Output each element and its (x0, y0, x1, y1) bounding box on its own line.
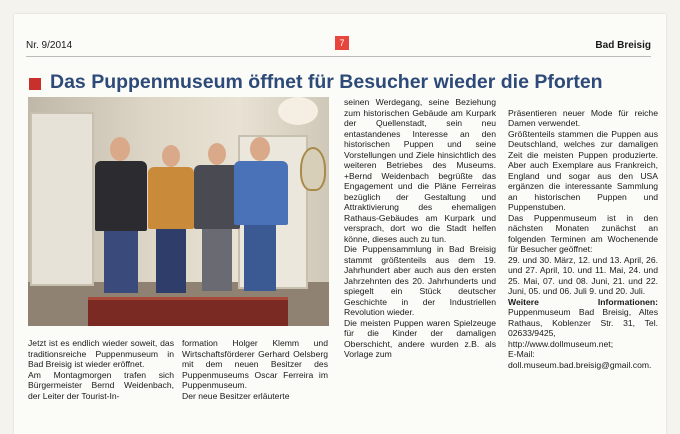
issue-number: Nr. 9/2014 (26, 40, 73, 51)
article-column-4 (508, 97, 658, 370)
info-label: Weitere Informationen: (508, 296, 658, 307)
article-photo (28, 97, 329, 326)
page-number-badge: 7 (335, 36, 349, 50)
photo-doll-cabinet-left (30, 112, 94, 286)
article-column-4-body: Präsentieren neuer Mode für reiche Damen verwendet. Größtenteils stammen die Puppen aus Deutschland, welches zur damaligen Zeit die meisten Puppen produzierte. Aber auch Exemplare aus Frankreich, England und sogar aus den USA ergänzen die interessante Sammlung an historischen Puppen und Puppenstuben. Das Puppenmuseum ist in den nächsten Monaten zunächst an folgenden Terminen am Wochenende für Besucher geöffnet: 29. und 30. März, 12. und 13. April, 26. und 27. April, 10. und 11. Mai, 24. und 25. Mai, 07. und 08. Juni, 21. und 22. Juni, 05. und 06. Juli 9. und 20. Juli. (508, 107, 658, 296)
town-name: Bad Breisig (595, 40, 651, 51)
article-column-2: formation Holger Klemm und Wirtschaftsförderer Gerhard Oelsberg mit dem neuen Besitzer des Puppenmuseums Oscar Ferreira im Puppenmuseum. Der neue Besitzer erläuterte (182, 338, 328, 401)
headline-square-icon (29, 78, 41, 90)
photo-ceiling-lamp (278, 97, 318, 125)
article-column-4-contact: Puppenmuseum Bad Breisig, Altes Rathaus, Koblenzer Str. 31, Tel. 02633/9425, http://www.dollmuseum.net; E-Mail: doll.museum.bad.breisig@gmail.com. (508, 307, 658, 370)
article-column-1: Jetzt ist es endlich wieder soweit, das traditionsreiche Puppenmuseum in Bad Breisig ist wieder eröffnet. Am Montagmorgen trafen sich Bürgermeister Bernd Weidenbach, der Leiter der Tourist-In- (28, 338, 174, 401)
photo-mirror (300, 147, 326, 191)
photo-rug (88, 297, 288, 326)
article-headline: Das Puppenmuseum öffnet für Besucher wieder die Pforten (50, 71, 603, 93)
newspaper-page (14, 14, 666, 434)
header-divider (26, 56, 651, 57)
article-column-3: seinen Werdegang, seine Beziehung zum historischen Gebäude am Kurpark der Quellenstadt, sein neu entastandenes Interesse an den historischen Puppen und seine Vorstellungen und Ziele hinsichtlich des weiteren Betriebes des Museums. +Bernd Weidenbach begrüßte das Engagement und die Pläne Ferreiras bezüglich der Gestaltung und Attraktivierung des ehemaligen Rathaus-Gebäudes am Kurpark und versprach, dort wo die Stadt helfen könne, dieses auch zu tun. Die Puppensammlung in Bad Breisig stammt größtenteils aus dem 19. Jahrhundert aber auch aus den ersten Jahrzehnten des 20. Jahrhunderts und spiegelt ein Stück deutscher Geschichte in der Industriellen Revolution wieder. Die meisten Puppen waren Spielzeuge für die Kinder der damaligen Oberschicht, andere wurden z.B. als Vorlage zum (344, 97, 496, 359)
